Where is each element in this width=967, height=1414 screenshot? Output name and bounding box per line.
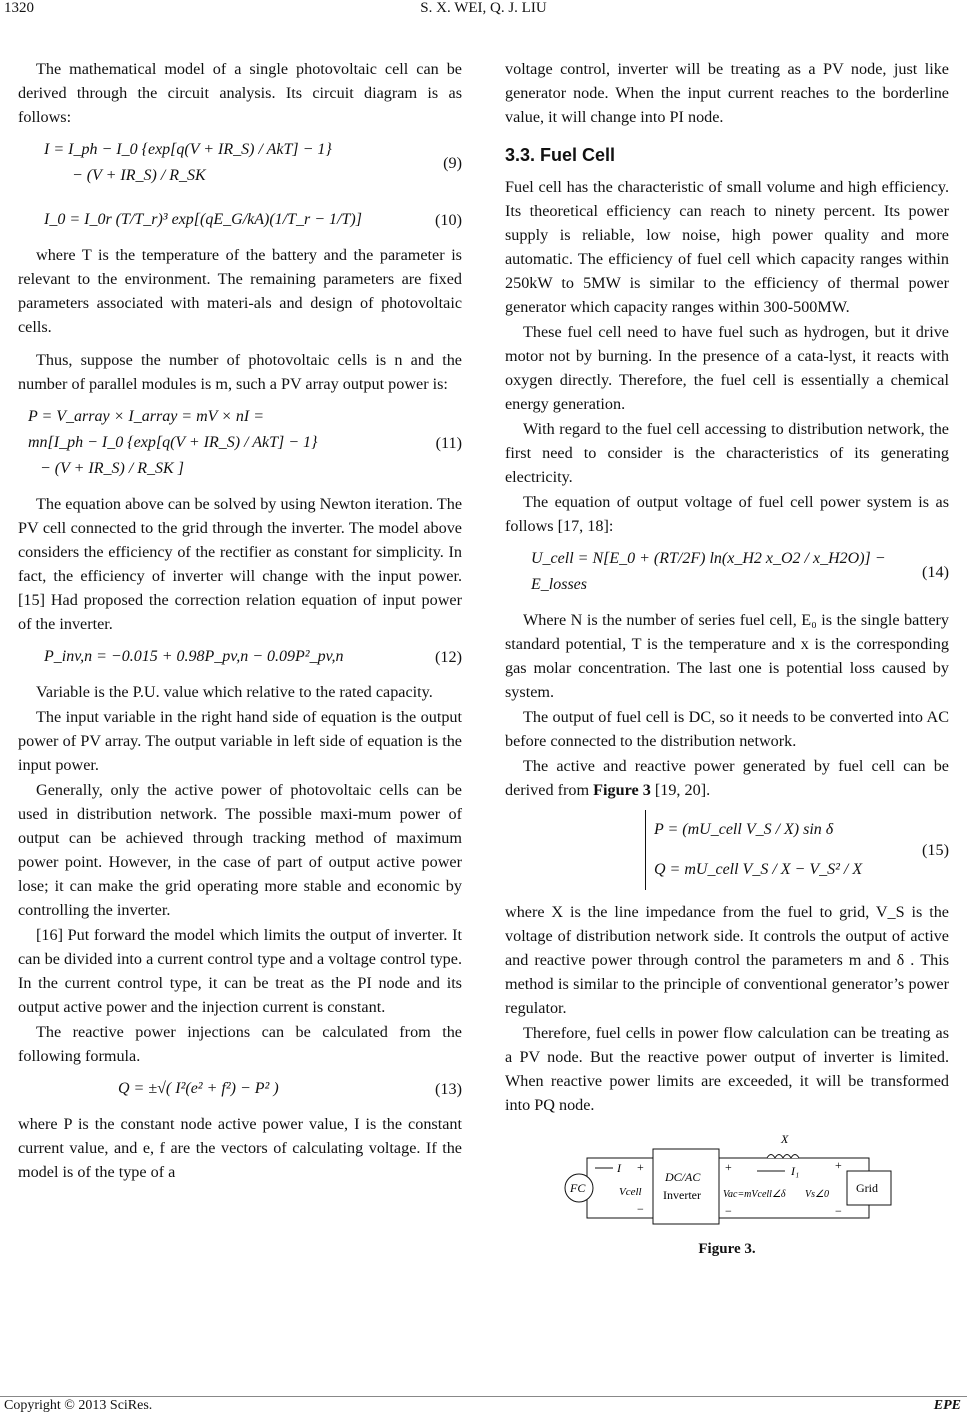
- current-label: I₁: [791, 1164, 800, 1178]
- equation-line: − (V + IR_S) / R_SK: [72, 167, 206, 184]
- plus-sign: +: [637, 1160, 644, 1174]
- equation-11: [18, 404, 462, 482]
- section-heading: 3.3. Fuel Cell: [505, 145, 616, 165]
- figure-caption: Figure 3.: [698, 1241, 756, 1257]
- inverter-label: DC/AC: [665, 1170, 701, 1184]
- equation-number: (11): [435, 434, 462, 452]
- plus-sign: +: [725, 1160, 732, 1174]
- paragraph-text: Therefore, fuel cells in power flow calculation can be treating as a PV node. But the reactive power output of inverter is limited. When reactive power limits are exceeded, it will be transformed into PQ node.: [505, 1024, 949, 1114]
- grid-label: Grid: [856, 1181, 878, 1195]
- paragraph-text: The equation of output voltage of fuel cell power system is as follows [17, 18]:: [505, 493, 949, 535]
- footer-divider: [0, 1396, 967, 1397]
- paragraph-text: With regard to the fuel cell accessing to distribution network, the first need to consider is the characteristics of its generating electricity.: [505, 420, 949, 486]
- equation-14: [505, 546, 949, 598]
- right-column: [505, 57, 949, 1261]
- vs-label: Vs∠0: [805, 1189, 829, 1200]
- equation-line: I_0 = I_0r (T/T_r)³ exp[(qE_G/kA)(1/T_r − 1/T)]: [44, 211, 362, 228]
- copyright: Copyright © 2013 SciRes.: [4, 1398, 153, 1413]
- equation-line: − (V + IR_S) / R_SK ]: [40, 460, 184, 477]
- left-column: [18, 57, 462, 1184]
- paragraph-text: [19, 20].: [650, 781, 711, 799]
- minus-sign: −: [835, 1204, 842, 1218]
- paragraph-text: The reactive power injections can be calculated from the following formula.: [18, 1023, 462, 1065]
- equation-number: (9): [443, 154, 462, 172]
- paragraph-text: The equation above can be solved by using Newton iteration. The PV cell connected to the grid through the inverter. The model above considers the efficiency of the rectifier as constant for simplicity. In fact, the efficiency of inverter will change with the input power. [15] Had proposed the correction relation equation of input power of the inverter.: [18, 495, 462, 633]
- impedance-label: X: [781, 1132, 789, 1146]
- equation-15: [505, 810, 949, 890]
- equation-12: [18, 644, 462, 670]
- figure-reference-link[interactable]: Figure 3: [593, 781, 651, 799]
- paragraph-text: Fuel cell has the characteristic of small volume and high efficiency. Its theoretical efficiency can reach to ninety percent. Its power supply is reliable, low noise, high power quality and more automatic. The efficiency of fuel cell which capacity ranges within 250kW to 5MW is similar to the efficiency of thermal power generator which capacity ranges within 300-500MW.: [505, 178, 949, 316]
- paragraph-text: These fuel cell need to have fuel such as hydrogen, but it drive motor not by burning. In the presence of a cata-lyst, it reacts with oxygen directly. Therefore, the fuel cell is essentially a chemical energy generation.: [505, 323, 949, 413]
- equation-9: [18, 137, 462, 189]
- equation-line: Q = mU_cell V_S / X − V_S² / X: [654, 861, 863, 878]
- equation-line: P_inv,n = −0.015 + 0.98P_pv,n − 0.09P²_pv,n: [44, 648, 344, 665]
- equation-number: (14): [922, 563, 949, 581]
- equation-line: U_cell = N[E_0 + (RT/2F) ln(x_H2 x_O2 / x_H2O)] − E_losses: [531, 550, 886, 593]
- equation-number: (13): [435, 1080, 462, 1098]
- paragraph-text: Where N is the number of series fuel cell, E₀ is the single battery standard potential, T is the temperature and x is the corresponding gas molar concentration. The last one is potential loss caused by system.: [505, 611, 949, 701]
- paragraph-text: where X is the line impedance from the fuel to grid, V_S is the voltage of distribution network side. It controls the output of active and reactive power through control the parameters m and δ . This method is similar to the principle of conventional generator’s power regulator.: [505, 903, 949, 1017]
- paragraph-text: voltage control, inverter will be treating as a PV node, just like generator node. When the input current reaches to the borderline value, it will change into PI node.: [505, 60, 949, 126]
- paragraph-text: The output of fuel cell is DC, so it needs to be converted into AC before connected to the distribution network.: [505, 708, 949, 750]
- equation-10: [18, 207, 462, 233]
- equation-line: Q = ±√( I²(e² + f²) − P² ): [118, 1080, 279, 1097]
- equation-line: P = (mU_cell V_S / X) sin δ: [654, 821, 834, 838]
- paragraph-text: The active and reactive power generated by fuel cell can be derived from: [505, 757, 949, 799]
- paragraph-text: Thus, suppose the number of photovoltaic cells is n and the number of parallel modules is m, such a PV array output power is:: [18, 351, 462, 393]
- minus-sign: −: [637, 1202, 644, 1216]
- running-header: S. X. WEI, Q. J. LIU: [420, 0, 547, 16]
- equation-number: (15): [922, 841, 949, 859]
- equation-line: P = V_array × I_array = mV × nI =: [28, 408, 265, 425]
- paragraph-text: Variable is the P.U. value which relative to the rated capacity.: [36, 683, 433, 701]
- inverter-label: Inverter: [663, 1188, 701, 1202]
- paragraph-text: [16] Put forward the model which limits the output of inverter. It can be divided into a current control type and a voltage control type. In the current control type, it can be treat as the PI node and its output active power and the injection current is constant.: [18, 926, 462, 1016]
- inverter-box: [653, 1149, 719, 1224]
- inductor: [767, 1155, 799, 1159]
- journal-name: EPE: [933, 1398, 961, 1413]
- paragraph-text: The mathematical model of a single photovoltaic cell can be derived through the circuit analysis. Its circuit diagram is as follows:: [18, 60, 462, 126]
- equation-13: [18, 1076, 462, 1102]
- fc-label: FC: [570, 1181, 586, 1195]
- vcell-label: Vcell: [619, 1186, 642, 1198]
- equation-number: (12): [435, 648, 462, 666]
- paragraph-text: The input variable in the right hand side of equation is the output power of PV array. The output variable in left side of equation is the input power.: [18, 708, 462, 774]
- equation-number: (10): [435, 211, 462, 229]
- paragraph-text: where T is the temperature of the battery and the parameter is relevant to the environment. The remaining parameters are fixed parameters associated with materi-als and design of photovoltaic cells.: [18, 246, 462, 336]
- equation-line: mn[I_ph − I_0 {exp[q(V + IR_S) / AkT] − 1}: [28, 434, 318, 451]
- figure-3-circuit-diagram: [557, 1131, 897, 1231]
- minus-sign: −: [725, 1204, 732, 1218]
- plus-sign: +: [835, 1158, 842, 1172]
- vac-label: Vac=mVcell∠δ: [723, 1189, 786, 1200]
- paragraph-text: where P is the constant node active power value, I is the constant current value, and e, f are the vectors of calculating voltage. If the model is of the type of a: [18, 1115, 462, 1181]
- equation-line: I = I_ph − I_0 {exp[q(V + IR_S) / AkT] − 1}: [44, 141, 332, 158]
- paragraph-text: Generally, only the active power of photovoltaic cells can be used in distribution network. The possible maxi-mum power of output can be achieved through tracking method of maximum power point. However, in the case of part of output active power lose; it can make the grid operating more stable and economic by controlling the inverter.: [18, 781, 462, 919]
- current-label: I: [617, 1161, 621, 1175]
- page-number: 1320: [4, 0, 34, 16]
